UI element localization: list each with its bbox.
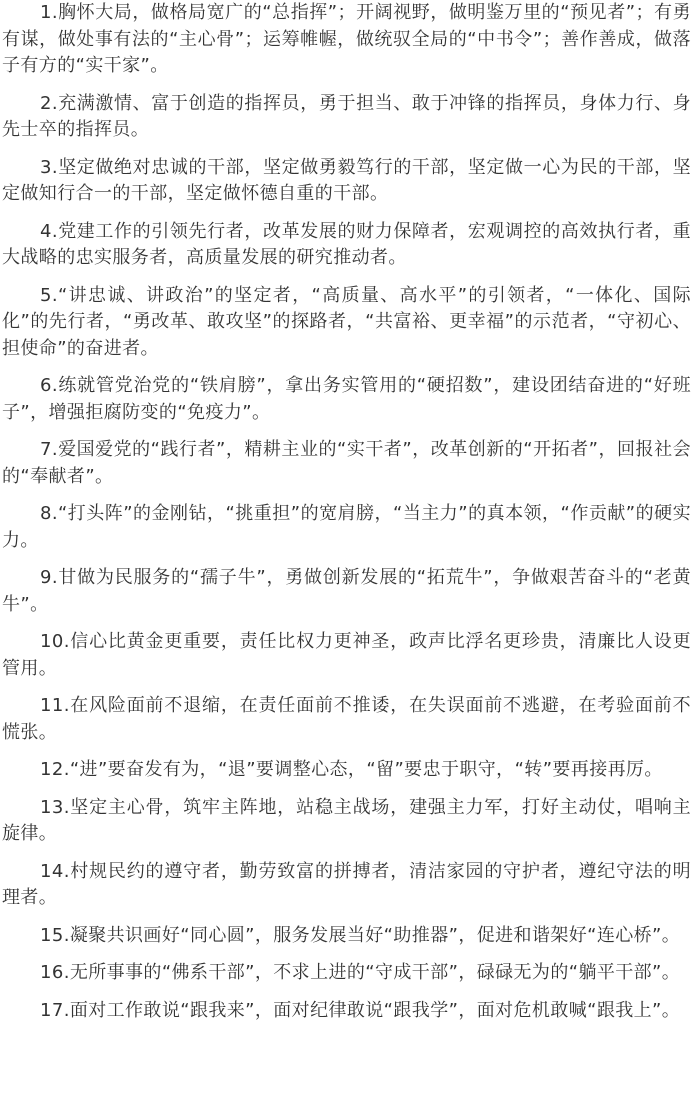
paragraph-17: 17.面对工作敢说“跟我来”，面对纪律敢说“跟我学”，面对危机敢喊“跟我上”。 (40, 999, 681, 1021)
paragraph-8: 8.“打头阵”的金刚钻，“挑重担”的宽肩膀，“当主力”的真本领，“作贡献”的硬实力。 (2, 503, 691, 551)
paragraph-1: 1.胸怀大局，做格局宽广的“总指挥”；开阔视野，做明鉴万里的“预见者”；有勇有谋，做处事有法的“主心骨”；运筹帷幄，做统驭全局的“中书令”；善作善成，做落子有方的“实干家”。 (2, 2, 691, 76)
paragraph-3: 3.坚定做绝对忠诚的干部，坚定做勇毅笃行的干部，坚定做一心为民的干部，坚定做知行合一的干部，坚定做怀德自重的干部。 (2, 156, 691, 204)
paragraph-12: 12.“进”要奋发有为，“退”要调整心态，“留”要忠于职守，“转”要再接再厉。 (40, 759, 663, 780)
paragraph-4: 4.党建工作的引领先行者，改革发展的财力保障者，宏观调控的高效执行者，重大战略的忠实服务者，高质量发展的研究推动者。 (2, 220, 691, 268)
paragraph-6: 6.练就管党治党的“铁肩膀”，拿出务实管用的“硬招数”，建设团结奋进的“好班子”，增强拒腐防变的“免疫力”。 (2, 375, 691, 423)
paragraph-16: 16.无所事事的“佛系干部”，不求上进的“守成干部”，碌碌无为的“躺平干部”。 (40, 962, 681, 983)
paragraph-5: 5.“讲忠诚、讲政治”的坚定者，“高质量、高水平”的引领者，“一体化、国际化”的先行者，“勇改革、敢攻坚”的探路者，“共富裕、更幸福”的示范者，“守初心、担使命”的奋进者。 (2, 284, 691, 359)
paragraph-7: 7.爱国爱党的“践行者”，精耕主业的“实干者”，改革创新的“开拓者”，回报社会的“奉献者”。 (2, 439, 691, 487)
paragraph-10: 10.信心比黄金更重要，责任比权力更神圣，政声比浮名更珍贵，清廉比人设更管用。 (2, 631, 691, 679)
paragraph-2: 2.充满激情、富于创造的指挥员，勇于担当、敢于冲锋的指挥员，身体力行、身先士卒的指挥员。 (2, 92, 691, 140)
paragraph-9: 9.甘做为民服务的“孺子牛”，勇做创新发展的“拓荒牛”，争做艰苦奋斗的“老黄牛”。 (2, 567, 691, 615)
paragraph-14: 14.村规民约的遵守者，勤劳致富的拼搏者，清洁家园的守护者，遵纪守法的明理者。 (2, 860, 691, 908)
paragraph-15: 15.凝聚共识画好“同心圆”，服务发展当好“助推器”，促进和谐架好“连心桥”。 (40, 924, 681, 946)
paragraph-11: 11.在风险面前不退缩，在责任面前不推诿，在失误面前不逃避，在考验面前不慌张。 (2, 695, 691, 743)
paragraph-13: 13.坚定主心骨，筑牢主阵地，站稳主战场，建强主力军，打好主动仗，唱响主旋律。 (2, 796, 691, 844)
